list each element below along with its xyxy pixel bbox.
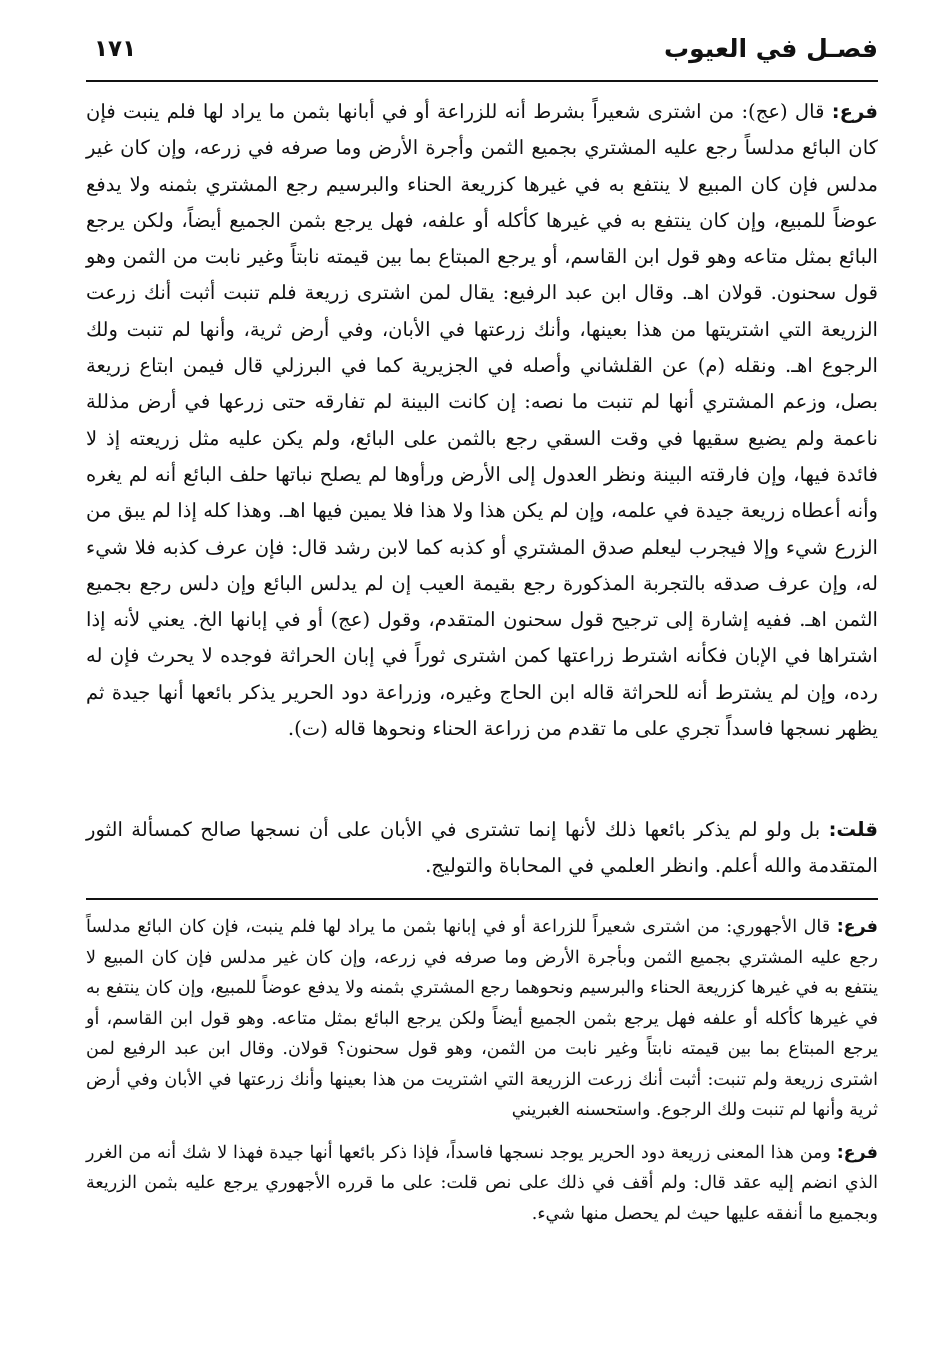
footnote-paragraph — [86, 912, 878, 1126]
author-note — [86, 812, 878, 884]
footnotes-block — [86, 912, 878, 1229]
footnote-term: فرع: — [836, 917, 878, 937]
footnote-divider — [86, 898, 878, 900]
footnote-text: ومن هذا المعنى زريعة دود الحرير يوجد نسجها فاسداً، فإذا ذكر بائعها أنها جيدة فهذا لا شك أنه من الغرر الذي انضم إليه عقد قال: ولم أقف في ذلك على نص قلت: على ما قرره الأجهوري يرجع عليه بثمن الزريعة وبجميع ما أنفقه عليها حيث لم يحصل منها شيء. — [86, 1142, 878, 1224]
page-header — [88, 34, 878, 78]
footnote-term: فرع: — [836, 1142, 878, 1163]
footnote-text: قال الأجهوري: من اشترى شعيراً للزراعة أو في إبانها بثمن ما يراد لها فلم ينبت، فإن كان البائع مدلساً رجع عليه المشتري بجميع الثمن وبأجرة الأرض وما صرفه في زرعه، وإن كان غير مدلس فإن كان المبيع لا ينتفع به في غيرها كزريعة الحناء والبرسيم ونحوهما رجع المشتري بثمنه ولا يدفع عوضاً للمبيع، وإن كان ينتفع به في غيرها كأكله أو علفه فهل يرجع بثمن الجميع أيضاً ولكن يرجع البائع بمثل متاعه. وهو قول ابن القاسم، أو يرجع المبتاع بما بين قيمته نابتاً وغير نابت من الثمن، وهو قول سحنون؟ قولان. وقال ابن عبد الرفيع لمن اشترى زريعة ولم تنبت: أثبت أنك زرعت الزريعة التي اشتريت من هذا بعينها وأنك زرعتها في الأبان وفي أرض ثرية وأنها لم تنبت ولك الرجوع. واستحسنه الغبريني — [86, 917, 878, 1120]
chapter-title: فصـل في العيوب — [663, 34, 878, 63]
page-number: ١٧١ — [94, 36, 137, 62]
branch-term: فرع: — [831, 100, 878, 123]
note-term: قلت: — [828, 818, 878, 841]
header-divider — [86, 80, 878, 82]
main-text-block — [86, 94, 878, 747]
main-paragraph — [86, 94, 878, 747]
footnote-paragraph — [86, 1138, 878, 1230]
note-paragraph — [86, 812, 878, 884]
note-paragraph-text: بل ولو لم يذكر بائعها ذلك لأنها إنما تشترى في الأبان على أن نسجها صالح كمسألة الثور المتقدمة والله أعلم. وانظر العلمي في المحاباة والتوليج. — [86, 818, 878, 877]
main-paragraph-text: قال (عج): من اشترى شعيراً بشرط أنه للزراعة أو في أبانها بثمن ما يراد لها فلم ينبت فإن كان البائع مدلساً رجع عليه المشتري بجميع الثمن وأجرة الأرض وما صرفه في زرعه، وإن كان غير مدلس فإن كان المبيع لا ينتفع به في غيرها كزريعة الحناء والبرسيم رجع المشتري بثمنه ولا يدفع عوضاً للمبيع، وإن كان ينتفع به في غيرها كأكله أو علفه، فهل يرجع بثمن الجميع أيضاً، ولكن يرجع البائع بمثل متاعه وهو قول ابن القاسم، أو يرجع المبتاع بما بين قيمته نابتاً وغير نابت من الثمن وهو قول سحنون. قولان اهـ. وقال ابن عبد الرفيع: يقال لمن اشترى زريعة فلم تنبت أثبت أنك زرعت الزريعة التي اشتريتها من هذا بعينها، وأنك زرعتها في الأبان، وفي أرض ثرية، وأنها لم تنبت ولك الرجوع اهـ. ونقله (م) عن القلشاني وأصله في الجزيرية كما في البرزلي قال فيمن ابتاع زريعة بصل، وزعم المشتري أنها لم تنبت ما نصه: إن كانت البينة لم تفارقه حتى زرعها في أرض مذللة ناعمة ولم يضيع سقيها في وقت السقي رجع بالثمن على البائع، ولم يكن عليه مثل زريعته إذ لا فائدة فيها، وإن فارقته البينة ونظر العدول إلى الأرض ورأوها لم يصلح نباتها حلف البائع أنه لم يغره وأنه أعطاه زريعة جيدة في علمه، وإن لم يكن هذا ولا هذا فلا يمين فيها اهـ. وهذا كله إذا لم يبق من الزرع شيء وإلا فيجرب ليعلم صدق المشتري أو كذبه كما لابن رشد قال: فإن عرف كذبه فلا شيء له، وإن عرف صدقه بالتجربة المذكورة رجع بقيمة العيب إن لم يدلس البائع وإن دلس رجع بجميع الثمن اهـ. ففيه إشارة إلى ترجيح قول سحنون المتقدم، وقول (عج) أو في إبانها الخ. يعني لأنه إذا اشتراها في الإبان فكأنه اشترط زراعتها كمن اشترى ثوراً في إبان الحراثة فوجده لا يحرث فإن له رده، وإن لم يشترط أنه للحراثة قاله ابن الحاج وغيره، وزراعة دود الحرير يذكر بائعها أنها جيدة ثم يظهر نسجها فاسداً تجري على ما تقدم من زراعة الحناء ونحوها قاله (ت). — [86, 100, 878, 741]
